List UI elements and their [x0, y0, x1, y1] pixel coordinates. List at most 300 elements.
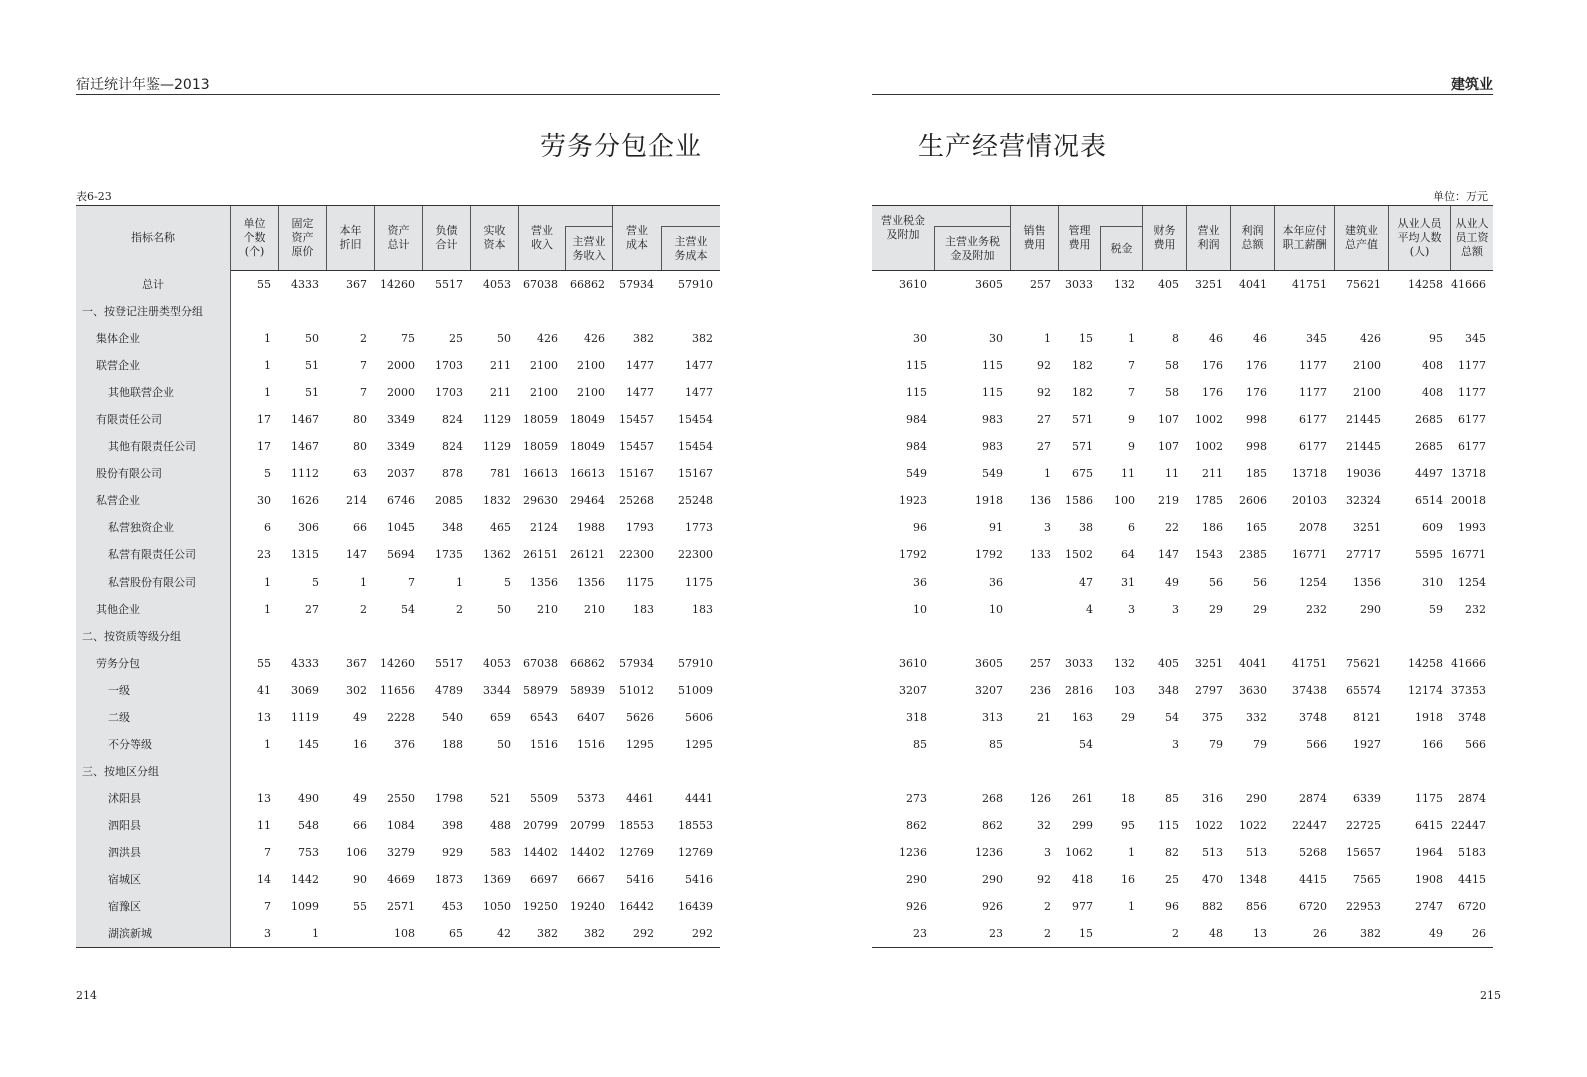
cell-value: 6: [1128, 521, 1135, 535]
cell-value: 147: [346, 548, 367, 562]
cell-value: 57934: [619, 656, 654, 670]
cell-value: 16: [1121, 873, 1135, 887]
header-left-col: 资产 总计: [374, 206, 422, 270]
cell-value: 3251: [1195, 656, 1223, 670]
table-row: [872, 596, 1493, 623]
cell-value: 13718: [1451, 467, 1486, 481]
cell-value: 983: [982, 413, 1003, 427]
header-indicator-name: 指标名称: [131, 231, 175, 244]
cell-value: 210: [584, 602, 605, 616]
cell-value: 1356: [530, 575, 558, 589]
cell-value: 14258: [1408, 656, 1443, 670]
table-row: [76, 920, 720, 947]
cell-value: 7: [1128, 359, 1135, 373]
cell-value: 824: [442, 413, 463, 427]
cell-value: 382: [633, 332, 654, 346]
cell-value: 49: [1165, 575, 1179, 589]
cell-value: 188: [442, 737, 463, 751]
cell-value: 2100: [577, 386, 605, 400]
cell-value: 453: [442, 900, 463, 914]
cell-value: 2: [1044, 927, 1051, 941]
cell-value: 878: [442, 467, 463, 481]
cell-value: 1254: [1299, 575, 1327, 589]
cell-value: 85: [1165, 791, 1179, 805]
cell-value: 3: [1128, 602, 1135, 616]
cell-value: 426: [584, 332, 605, 346]
cell-value: 6339: [1353, 791, 1381, 805]
cell-value: 47: [1079, 575, 1093, 589]
cell-value: 382: [1360, 927, 1381, 941]
cell-value: 145: [298, 737, 319, 751]
cell-value: 25: [1165, 873, 1179, 887]
cell-value: 332: [1246, 710, 1267, 724]
table-row: [872, 704, 1493, 731]
cell-value: 408: [1422, 386, 1443, 400]
cell-value: 7: [264, 845, 271, 859]
table-row: [76, 514, 720, 541]
table-row: [872, 298, 1493, 325]
cell-value: 211: [490, 359, 511, 373]
cell-value: 232: [1465, 602, 1486, 616]
cell-value: 21: [1037, 710, 1051, 724]
cell-value: 13718: [1292, 467, 1327, 481]
cell-value: 8121: [1353, 710, 1381, 724]
cell-value: 49: [353, 710, 367, 724]
cell-value: 21445: [1346, 440, 1381, 454]
cell-value: 292: [633, 927, 654, 941]
cell-value: 1442: [291, 873, 319, 887]
header-right-col: 建筑业 总产值: [1334, 206, 1388, 270]
cell-value: 57910: [678, 656, 713, 670]
cell-value: 115: [982, 386, 1003, 400]
cell-value: 67038: [523, 278, 558, 291]
cell-value: 290: [906, 873, 927, 887]
cell-value: 2: [1044, 900, 1051, 914]
cell-value: 1: [264, 737, 271, 751]
cell-value: 345: [1465, 332, 1486, 346]
cell-value: 2874: [1299, 791, 1327, 805]
cell-value: 183: [692, 602, 713, 616]
cell-value: 57910: [678, 278, 713, 291]
cell-value: 54: [1079, 737, 1093, 751]
table-row: [872, 920, 1493, 947]
cell-value: 22447: [1451, 818, 1486, 832]
cell-value: 30: [913, 332, 927, 346]
cell-value: 58939: [570, 683, 605, 697]
table-row: [872, 623, 1493, 650]
table-row: [872, 893, 1493, 920]
header-right-col: 利润 总额: [1230, 206, 1274, 270]
cell-value: 14: [257, 873, 271, 887]
cell-value: 1119: [291, 710, 319, 724]
table-row: [76, 839, 720, 866]
row-label: 二、按资质等级分组: [82, 629, 181, 643]
cell-value: 85: [913, 737, 927, 751]
cell-value: 12769: [619, 845, 654, 859]
cell-value: 100: [1114, 494, 1135, 508]
cell-value: 1993: [1458, 521, 1486, 535]
cell-value: 6667: [577, 873, 605, 887]
cell-value: 548: [298, 818, 319, 832]
cell-value: 46: [1209, 332, 1223, 346]
cell-value: 310: [1422, 575, 1443, 589]
cell-value: 19036: [1346, 467, 1381, 481]
cell-value: 2100: [530, 386, 558, 400]
cell-value: 42: [497, 927, 511, 941]
cell-value: 26151: [523, 548, 558, 562]
header-left-col: 负债 合计: [422, 206, 470, 270]
cell-value: 10: [989, 602, 1003, 616]
cell-value: 4053: [483, 278, 511, 291]
cell-value: 106: [346, 845, 367, 859]
cell-value: 6720: [1299, 900, 1327, 914]
row-label: 宿城区: [108, 873, 141, 887]
cell-value: 1988: [577, 521, 605, 535]
row-label: 有限责任公司: [96, 413, 162, 427]
cell-value: 11: [257, 818, 271, 832]
cell-value: 1236: [899, 845, 927, 859]
row-label: 其他联营企业: [108, 386, 174, 400]
header-right-col: 从业人 员工资 总额: [1450, 206, 1493, 270]
cell-value: 9: [1128, 413, 1135, 427]
cell-value: 58: [1165, 386, 1179, 400]
cell-value: 5: [312, 575, 319, 589]
cell-value: 15457: [619, 413, 654, 427]
cell-value: [326, 920, 374, 947]
cell-value: 22953: [1346, 900, 1381, 914]
cell-value: 4497: [1415, 467, 1443, 481]
cell-value: 3: [264, 927, 271, 941]
cell-value: 273: [906, 791, 927, 805]
cell-value: 659: [490, 710, 511, 724]
cell-value: 108: [394, 927, 415, 941]
cell-value: 27: [1037, 440, 1051, 454]
cell-value: 2385: [1239, 548, 1267, 562]
header-left-col: 营业 成本: [612, 206, 661, 270]
header-rule-left: [76, 94, 720, 95]
cell-value: [1010, 569, 1058, 596]
cell-value: 22447: [1292, 818, 1327, 832]
header-left-col: 单位 个数 (个): [230, 206, 278, 270]
cell-value: 132: [1114, 278, 1135, 291]
cell-value: 107: [1158, 440, 1179, 454]
cell-value: 18553: [619, 818, 654, 832]
cell-value: 46: [1253, 332, 1267, 346]
cell-value: 1177: [1458, 386, 1486, 400]
cell-value: 13: [1253, 927, 1267, 941]
cell-value: 1964: [1415, 845, 1443, 859]
cell-value: 2000: [387, 359, 415, 373]
table-row: [872, 406, 1493, 433]
cell-value: 2228: [387, 710, 415, 724]
cell-value: 50: [497, 602, 511, 616]
cell-value: 306: [298, 521, 319, 535]
cell-value: 21445: [1346, 413, 1381, 427]
cell-value: 549: [906, 467, 927, 481]
cell-value: 4415: [1458, 873, 1486, 887]
cell-value: 16613: [570, 467, 605, 481]
cell-value: 6407: [577, 710, 605, 724]
cell-value: 977: [1072, 900, 1093, 914]
header-left-col: 实收 资本: [470, 206, 518, 270]
row-label: 私营股份有限公司: [108, 575, 196, 589]
cell-value: 54: [401, 602, 415, 616]
cell-value: 1908: [1415, 873, 1443, 887]
cell-value: 1175: [626, 575, 654, 589]
cell-value: 48: [1209, 927, 1223, 941]
cell-value: 3630: [1239, 683, 1267, 697]
cell-value: 14260: [380, 278, 415, 291]
cell-value: 984: [906, 440, 927, 454]
cell-value: 58979: [523, 683, 558, 697]
yearbook-header-title: 宿迁统计年鉴—2013: [76, 77, 210, 93]
table-row: [76, 596, 720, 623]
cell-value: 1626: [291, 494, 319, 508]
cell-value: 14402: [570, 845, 605, 859]
cell-value: 29: [1253, 602, 1267, 616]
cell-value: 490: [298, 791, 319, 805]
cell-value: 13: [257, 791, 271, 805]
cell-value: 115: [1158, 818, 1179, 832]
cell-value: 15: [1079, 332, 1093, 346]
cell-value: 1735: [435, 548, 463, 562]
cell-value: 1: [1128, 845, 1135, 859]
cell-value: 17: [257, 440, 271, 454]
cell-value: 14258: [1408, 278, 1443, 291]
cell-value: 513: [1246, 845, 1267, 859]
cell-value: 9: [1128, 440, 1135, 454]
cell-value: 41751: [1292, 278, 1327, 291]
cell-value: 67038: [523, 656, 558, 670]
cell-value: 1295: [626, 737, 654, 751]
table-row: [872, 487, 1493, 514]
cell-value: 1586: [1065, 494, 1093, 508]
cell-value: 75621: [1346, 278, 1381, 291]
cell-value: 32: [1037, 818, 1051, 832]
cell-value: 1177: [1458, 359, 1486, 373]
cell-value: 1918: [1415, 710, 1443, 724]
cell-value: 675: [1072, 467, 1093, 481]
cell-value: 1129: [483, 413, 511, 427]
row-label: 宿豫区: [108, 900, 141, 914]
cell-value: 1362: [483, 548, 511, 562]
cell-value: 27: [305, 602, 319, 616]
cell-value: [1010, 731, 1058, 758]
cell-value: 1: [264, 332, 271, 346]
cell-value: 1467: [291, 440, 319, 454]
cell-value: 55: [257, 278, 271, 291]
cell-value: 408: [1422, 359, 1443, 373]
cell-value: 2816: [1065, 683, 1093, 697]
cell-value: 318: [906, 710, 927, 724]
cell-value: 92: [1037, 873, 1051, 887]
cell-value: 382: [692, 332, 713, 346]
header-right-col: 税金: [1100, 226, 1142, 270]
cell-value: 75621: [1346, 656, 1381, 670]
header-right-col: 营业 利润: [1186, 206, 1230, 270]
table-row: [872, 271, 1493, 298]
cell-value: 1084: [387, 818, 415, 832]
cell-value: 41751: [1292, 656, 1327, 670]
cell-value: 186: [1202, 521, 1223, 535]
table-row: [76, 650, 720, 677]
cell-value: 1703: [435, 359, 463, 373]
cell-value: 376: [394, 737, 415, 751]
row-label: 湖滨新城: [108, 927, 152, 941]
cell-value: 1543: [1195, 548, 1223, 562]
table-row: [76, 487, 720, 514]
cell-value: 3: [1044, 521, 1051, 535]
cell-value: 51: [305, 386, 319, 400]
cell-value: 15657: [1346, 845, 1381, 859]
cell-value: 1: [264, 602, 271, 616]
cell-value: 22725: [1346, 818, 1381, 832]
cell-value: 176: [1246, 359, 1267, 373]
cell-value: 7: [264, 900, 271, 914]
cell-value: 183: [633, 602, 654, 616]
row-label: 一、按登记注册类型分组: [82, 305, 203, 319]
cell-value: 4669: [387, 873, 415, 887]
cell-value: 4041: [1239, 278, 1267, 291]
cell-value: 219: [1158, 494, 1179, 508]
row-label: 总计: [142, 278, 164, 291]
cell-value: 26: [1313, 927, 1327, 941]
cell-value: 2100: [530, 359, 558, 373]
cell-value: 16442: [619, 900, 654, 914]
header-right-col: 营业税金 及附加: [881, 214, 925, 241]
cell-value: 345: [1306, 332, 1327, 346]
table-right-body: [872, 271, 1493, 947]
cell-value: 210: [537, 602, 558, 616]
table-right-header: [872, 206, 1493, 271]
cell-value: 2797: [1195, 683, 1223, 697]
cell-value: 36: [913, 575, 927, 589]
cell-value: 51009: [678, 683, 713, 697]
cell-value: 1: [312, 927, 319, 941]
cell-value: 211: [490, 386, 511, 400]
table-row: [76, 352, 720, 379]
cell-value: 398: [442, 818, 463, 832]
cell-value: 1502: [1065, 548, 1093, 562]
cell-value: 18049: [570, 413, 605, 427]
cell-value: 16439: [678, 900, 713, 914]
cell-value: 3207: [899, 683, 927, 697]
cell-value: 16: [353, 737, 367, 751]
cell-value: 20799: [570, 818, 605, 832]
cell-value: 27717: [1346, 548, 1381, 562]
cell-value: 176: [1202, 359, 1223, 373]
cell-value: 1: [264, 359, 271, 373]
cell-value: 38: [1079, 521, 1093, 535]
cell-value: 7565: [1353, 873, 1381, 887]
cell-value: 540: [442, 710, 463, 724]
row-label: 一级: [108, 683, 130, 697]
cell-value: 16613: [523, 467, 558, 481]
cell-value: 1703: [435, 386, 463, 400]
cell-value: 15454: [678, 413, 713, 427]
cell-value: 5595: [1415, 548, 1443, 562]
cell-value: 176: [1202, 386, 1223, 400]
cell-value: 85: [989, 737, 1003, 751]
cell-value: 3610: [899, 656, 927, 670]
cell-value: [1010, 596, 1058, 623]
cell-value: 1832: [483, 494, 511, 508]
cell-value: 5517: [435, 656, 463, 670]
cell-value: 1918: [975, 494, 1003, 508]
cell-value: 211: [1202, 467, 1223, 481]
cell-value: 6177: [1299, 440, 1327, 454]
cell-value: 856: [1246, 900, 1267, 914]
cell-value: 5416: [685, 873, 713, 887]
cell-value: 382: [584, 927, 605, 941]
cell-value: 163: [1072, 710, 1093, 724]
table-row: [76, 893, 720, 920]
cell-value: 1022: [1195, 818, 1223, 832]
cell-value: 20103: [1292, 494, 1327, 508]
cell-value: [1100, 920, 1142, 947]
table-row: [872, 569, 1493, 596]
cell-value: 521: [490, 791, 511, 805]
cell-value: 2037: [387, 467, 415, 481]
cell-value: 2: [360, 332, 367, 346]
cell-value: 25268: [619, 494, 654, 508]
cell-value: 2685: [1415, 440, 1443, 454]
cell-value: 465: [490, 521, 511, 535]
cell-value: 7: [1128, 386, 1135, 400]
cell-value: 781: [490, 467, 511, 481]
cell-value: 82: [1165, 845, 1179, 859]
cell-value: 115: [982, 359, 1003, 373]
cell-value: 65574: [1346, 683, 1381, 697]
row-label: 股份有限公司: [96, 467, 162, 481]
cell-value: 22: [1165, 521, 1179, 535]
table-row: [872, 758, 1493, 785]
cell-value: 2100: [1353, 359, 1381, 373]
table-row: [76, 379, 720, 406]
cell-value: 5694: [387, 548, 415, 562]
cell-value: 15454: [678, 440, 713, 454]
table-row: [872, 325, 1493, 352]
cell-value: 1002: [1195, 413, 1223, 427]
cell-value: 63: [353, 467, 367, 481]
cell-value: [1100, 731, 1142, 758]
cell-value: 824: [442, 440, 463, 454]
table-right: [872, 205, 1493, 948]
cell-value: 30: [989, 332, 1003, 346]
cell-value: 166: [1422, 737, 1443, 751]
header-right-col: 从业人员 平均人数 (人): [1388, 206, 1450, 270]
cell-value: 2: [456, 602, 463, 616]
cell-value: 5183: [1458, 845, 1486, 859]
cell-value: 1: [360, 575, 367, 589]
cell-value: 14402: [523, 845, 558, 859]
cell-value: 426: [537, 332, 558, 346]
row-label: 集体企业: [96, 332, 140, 346]
cell-value: 1112: [291, 467, 319, 481]
cell-value: 1175: [685, 575, 713, 589]
table-row: [76, 541, 720, 568]
cell-value: 29: [1209, 602, 1223, 616]
table-row: [76, 731, 720, 758]
row-label: 私营独资企业: [108, 521, 174, 535]
cell-value: 96: [913, 521, 927, 535]
row-label: 不分等级: [108, 737, 152, 751]
cell-value: 1129: [483, 440, 511, 454]
cell-value: 1175: [1415, 791, 1443, 805]
cell-value: 65: [449, 927, 463, 941]
cell-value: 3610: [899, 278, 927, 291]
table-row: [872, 839, 1493, 866]
